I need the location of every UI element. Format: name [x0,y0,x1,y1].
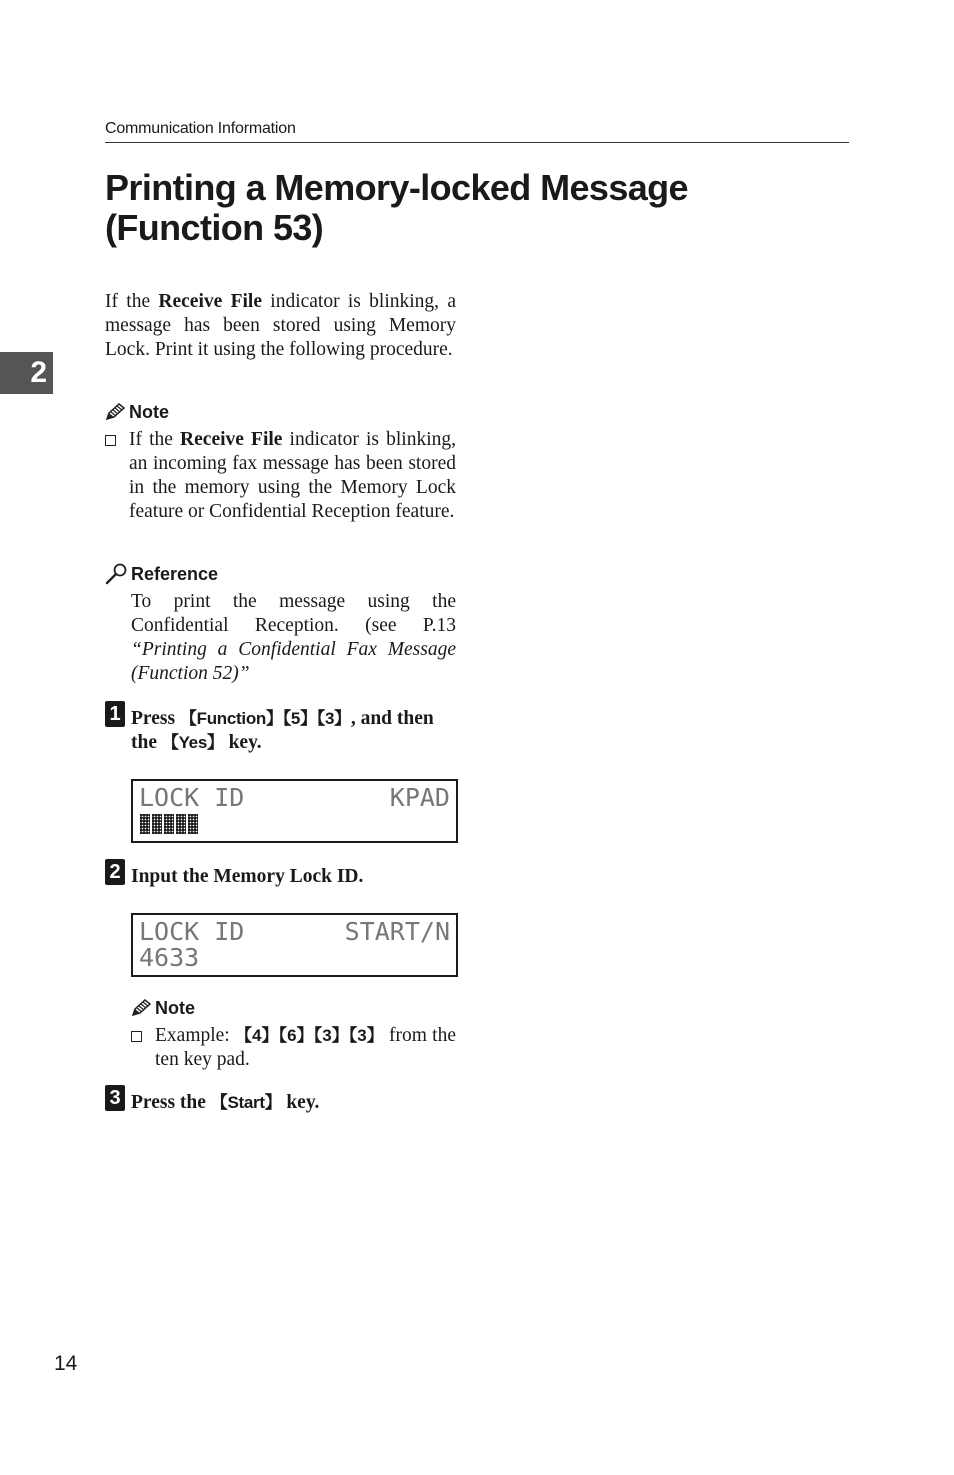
intro-bold: Receive File [158,291,262,312]
key-3: 【3】 [316,709,351,728]
lcd-block [176,814,186,834]
lcd-display-1 [131,779,458,843]
key-function: 【Function】 [179,709,283,728]
chapter-tab: 2 [0,352,53,394]
lcd-block [164,814,174,834]
title-line-1: Printing a Memory-locked Message [105,167,688,208]
step-3-pre: Press the [131,1092,211,1113]
note-text: If the [129,429,181,450]
lcd-block [188,814,198,834]
reference-block [105,562,456,686]
step-number: 2 [105,859,125,885]
step-3-post: key. [281,1092,320,1113]
key-4: 【4】 [234,1026,279,1045]
reference-link-title: “Printing a Confidential Fax Message (Function 52)” [131,639,456,684]
key-start: 【Start】 [210,1093,282,1112]
lcd-block [152,814,162,834]
lcd-prompt: LOCK ID [139,917,245,946]
step-2-note [131,996,456,1072]
lcd-block [140,814,150,834]
title-line-2: (Function 53) [105,207,324,248]
key-3: 【3】 [313,1026,349,1045]
reference-body: To print the message using the Confidential Reception. (see P.13 [131,591,456,636]
note-text-rest: indicator is blinking, an incoming fax message has been stored in the memory using the Memory Lock feature or Confidential Reception feature. [129,429,456,522]
note-label: Note [155,998,195,1018]
checkbox-bullet-icon [131,1031,142,1042]
step-2 [105,861,456,889]
lcd-line-1 [139,785,450,811]
note-text: Example: [155,1025,235,1046]
note-item [131,1024,456,1072]
lcd-mode: KPAD [389,783,450,812]
key-yes: 【Yes】 [161,733,224,752]
step-1-mid: , and then the [131,708,434,753]
note-bold: Receive File [180,429,283,450]
page-number: 14 [54,1352,78,1375]
key-6: 【6】 [278,1026,314,1045]
lcd-line-2: 4633 [139,943,200,972]
step-1-press: Press [131,708,180,729]
lcd-display-2 [131,913,458,977]
page-title [105,168,688,248]
intro-text: If the [105,291,159,312]
header-rule [105,142,849,143]
lcd-line-1 [139,919,450,945]
pencil-icon [105,402,127,422]
lcd-prompt: LOCK ID [139,783,245,812]
note-label: Note [129,402,169,422]
reference-label: Reference [131,564,219,584]
pencil-icon [131,998,153,1018]
key-5: 【5】 [282,709,317,728]
lcd-mode: START/N [344,917,450,946]
note-block [105,400,456,524]
step-text [131,1091,319,1115]
checkbox-bullet-icon [105,435,116,446]
intro-text-rest: indicator is blinking, a message has been stored using Memory Lock. Print it using the following procedure. [105,291,457,360]
reference-text [131,590,456,686]
note-item [105,428,456,524]
step-text [131,707,456,755]
lcd-cursor-blocks [140,814,198,834]
step-1-end: key. [223,732,262,753]
note-heading [105,400,456,424]
step-number: 3 [105,1085,125,1111]
key-3: 【3】 [348,1026,384,1045]
note-text-rest: from the ten key pad. [155,1025,456,1070]
intro-paragraph [105,290,456,362]
note-heading [131,996,456,1020]
step-1 [105,703,456,755]
step-number: 1 [105,701,125,727]
step-3 [105,1087,456,1115]
running-header: Communication Information [105,120,296,137]
magnifier-icon [105,563,129,585]
step-text: Input the Memory Lock ID. [131,866,364,887]
reference-heading [105,562,456,586]
